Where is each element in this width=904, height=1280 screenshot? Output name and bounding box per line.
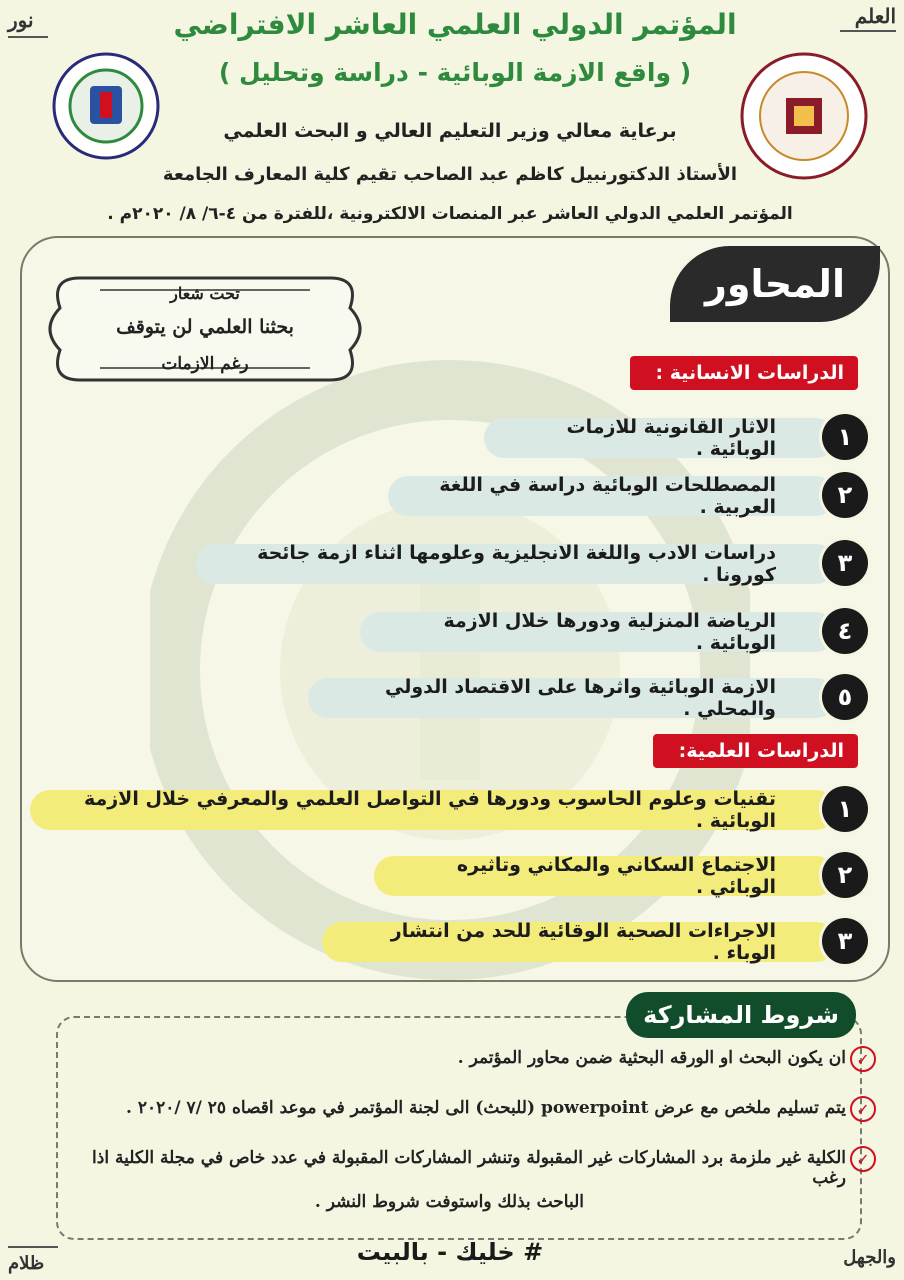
corner-top-right-line [840, 30, 896, 32]
corner-top-left-line [8, 36, 48, 38]
condition-3: الكلية غير ملزمة برد المشاركات غير المقبولة وتنشر المشاركات المقبولة في عدد خاص في مجلة الكلية اذا رغب [92, 1148, 846, 1188]
patronage-line: برعاية معالي وزير التعليم العالي و البحث العلمي [223, 120, 677, 142]
corner-bottom-left-word: ظلام [8, 1253, 45, 1274]
item-text: الاجراءات الصحية الوقائية للحد من انتشار الوباء . [390, 920, 776, 964]
sciences-item-1 [30, 790, 836, 830]
corner-top-left-word: نور [8, 8, 34, 32]
corner-top-right-word: العلم [854, 4, 896, 28]
sciences-num-1: ١ [822, 786, 868, 832]
sciences-label: الدراسات العلمية: [653, 734, 858, 768]
conference-title: المؤتمر الدولي العلمي العاشر الافتراضي [173, 8, 737, 41]
item-text: الازمة الوبائية واثرها على الاقتصاد الدولي والمحلي . [385, 676, 776, 720]
humanities-item-2 [388, 476, 836, 516]
sciences-num-2: ٢ [822, 852, 868, 898]
college-logo [52, 52, 160, 160]
humanities-item-1 [484, 418, 836, 458]
humanities-label: الدراسات الانسانية : [630, 356, 859, 390]
condition-3-cont: الباحث بذلك واستوفت شروط النشر . [314, 1192, 584, 1212]
humanities-num-3: ٣ [822, 540, 868, 586]
sciences-num-3: ٣ [822, 918, 868, 964]
humanities-num-2: ٢ [822, 472, 868, 518]
axes-heading: المحاور [670, 246, 880, 322]
humanities-num-5: ٥ [822, 674, 868, 720]
slogan-frame [40, 258, 370, 400]
condition-1: ان يكون البحث او الورقه البحثية ضمن محاور المؤتمر . [457, 1048, 846, 1068]
participation-title: شروط المشاركة [626, 992, 856, 1038]
check-icon: ✓ [850, 1146, 876, 1172]
item-text: الاثار القانونية للازمات الوبائية . [566, 416, 776, 460]
item-text: الاجتماع السكاني والمكاني وتاثيره الوبائي . [456, 854, 776, 898]
organizer-line: الأستاذ الدكتورنبيل كاظم عبد الصاحب تقيم كلية المعارف الجامعة [162, 164, 738, 185]
sciences-item-2 [374, 856, 836, 896]
corner-bottom-right-word: والجهل [843, 1247, 896, 1268]
ministry-logo [740, 52, 868, 180]
sciences-item-3 [322, 922, 836, 962]
humanities-num-4: ٤ [822, 608, 868, 654]
humanities-item-4 [360, 612, 836, 652]
period-line: المؤتمر العلمي الدولي العاشر عبر المنصات الالكترونية ،للفترة من ٤-٦/ ٨/ ٢٠٢٠م . [107, 204, 793, 224]
hashtag: # خليك - بالبيت [356, 1238, 544, 1266]
item-text: تقنيات وعلوم الحاسوب ودورها في التواصل العلمي والمعرفي خلال الازمة الوبائية . [83, 788, 776, 832]
item-text: الرياضة المنزلية ودورها خلال الازمة الوبائية . [443, 610, 776, 654]
conference-subtitle: ( واقع الازمة الوبائية - دراسة وتحليل ) [218, 58, 692, 87]
check-icon: ✓ [850, 1096, 876, 1122]
humanities-item-5 [308, 678, 836, 718]
corner-bottom-left-line [8, 1246, 58, 1248]
slogan-end: رغم الازمات [161, 354, 249, 374]
slogan-main: بحثنا العلمي لن يتوقف [116, 316, 294, 338]
condition-2: يتم تسليم ملخص مع عرض powerpoint (للبحث) الى لجنة المؤتمر في موعد اقصاه ٢٥ /٧ /٢٠٢٠ . [126, 1098, 846, 1118]
item-text: دراسات الادب واللغة الانجليزية وعلومها اثناء ازمة جائحة كورونا . [257, 542, 776, 586]
check-icon: ✓ [850, 1046, 876, 1072]
humanities-item-3 [196, 544, 836, 584]
humanities-num-1: ١ [822, 414, 868, 460]
item-text: المصطلحات الوبائية دراسة في اللغة العربية . [439, 474, 776, 518]
slogan-intro: تحت شعار [170, 284, 240, 303]
